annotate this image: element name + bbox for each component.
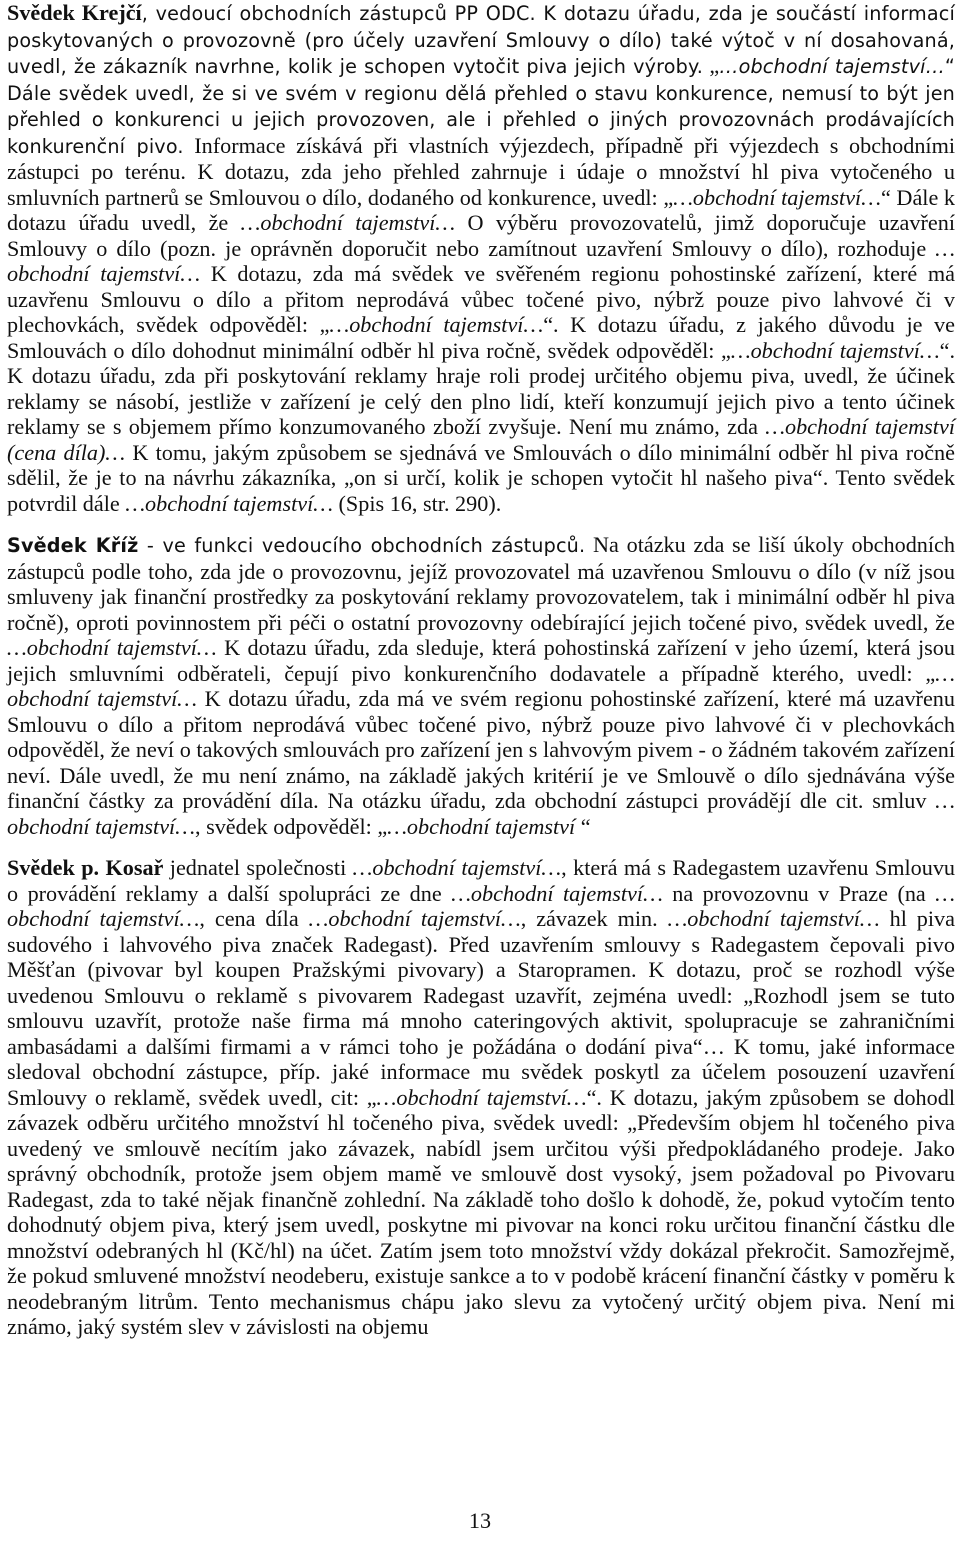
redacted-trade-secret: …obchodní tajemství… [240,210,456,235]
redacted-trade-secret: …obchodní tajemství… [667,906,880,931]
document-page [7,0,955,1340]
text-run: hl piva sudového i lahvového piva značek Radegast). Před uzavřením smlouvy s Radegastem čepovali pivo Měšťan (pivovar byl koupen Pražskými pivovary) a Staropramen. K dotazu, proč se rozhodl výše uvedenou Smlouvu o reklamě s pivovarem Radegast uzavřít, zejména uvedl: „Rozhodl jsem se tuto smlouvu uzavřít, protože naše firma má mnoho cateringových aktivit, spolupracuje se zahraničními ambasádami a dalšími firmami a v rámci toho je požádána o dodání piva“… K tomu, jaké informace sledoval obchodní zástupce, příp. jaké informace mu svědek poskytl za účelem posouzení uzavření Smlouvy o reklamě, svědek uvedl, cit: „ [7,906,955,1110]
text-run: K dotazu úřadu, zda sleduje, která pohostinská zařízení v jeho území, která jsou jejich smluvními odběrateli, čepují pivo konkurenčního dodavatele a případně kterého, uvedl: „ [7,635,955,686]
redacted-trade-secret: …obchodní tajemství… [7,660,955,711]
paragraph-kriz [7,532,955,839]
text-run: - ve funkci vedoucího obchodních zástupců. [138,534,586,557]
text-run: na provozovnu v Praze (na [662,880,936,906]
redacted-trade-secret: …obchodní tajemství… [352,855,562,880]
witness-krejci-name: Svědek Krejčí [7,0,142,25]
redacted-trade-secret: …obchodní tajemství… [376,1084,587,1110]
text-run: O výběru provozovatelů, jimž doporučuje uzavření Smlouvy o dílo (pozn. je oprávněn doporučit nebo zamítnout uzavření Smlouvy o dílo), rozhoduje [7,210,955,261]
text-run: (Spis 16, str. 290). [333,490,502,516]
text-run: K dotazu úřadu, zda má ve svém regionu pohostinské zařízení, které má uzavřenu Smlouvu o dílo a přitom neprodává vůbec točené pivo, nýbrž pouze pivo lahvové či v plechovkách odpověděl, že neví o takových smlouvách pro zařízení jen s lahvovým pivem - o žádném takovém zařízení neví. Dále uvedl, že mu není známo, na základě jakých kritérií je ve Smlouvě o dílo sjednávána výše finanční částky za provádění díla. Na otázku úřadu, zda obchodní zástupci provádějí dle cit. smluv [7,686,955,813]
text-run: “. K dotazu úřadu, zda při poskytování reklamy hraje roli prodej určitého objemu piva, uvedl, že účinek reklamy se násobí, jestliže v zařízení je celý den plno lidí, kteří konzumují jejich pivo a tento účinek reklamy se s objemem přímo konzumovaného zboží zvyšuje. Není mu známo, zda [7,337,955,439]
redacted-trade-secret: …obchodní tajemství… [7,788,955,839]
text-run: “. K dotazu, jakým způsobem se dohodl závazek odběru určitého množství hl točeného piva, svědek uvedl: „Především objem hl točeného piva uvedený ve smlouvě necítím jako závazek, nabídl jsem určitou výši předpokládaného prodeje. Jako správný obchodník, protože jsem objem mamě ve smlouvě dost vysoký, jsem požadoval po Pivovaru Radegast, zda to také nějak finančně zohlední. Na základě toho došlo k dohodě, že, pokud vytočím tento dohodnutý objem piva, který jsem uvedl, poskytne mi pivovar na konci roku určitou finanční částku dle množství odebraných hl (Kč/hl) na účet. Zatím jsem toto množství vždy dokázal překročit. Samozřejmě, že pokud smluvené množství neodeberu, existuje sankce a to v podobě krácení finanční částky v poměru k neodebraným litrům. Tento mechanismus chápu jako slevu za vytočený určitý objem piva. Není mi známo, jaký systém slev v závislosti na objemu [7,1084,955,1339]
text-run: , která má s Radegastem uzavřenu Smlouvu o provádění reklamy a další spolupráci ze dne [7,855,956,906]
text-run: , vedoucí obchodních zástupců PP ODC. K dotazu úřadu, zda je součástí informací poskytovaných o provozovně (pro účely uzavření Smlouvy o dílo) také výtoč v ní dosahovaná, uvedl, že zákazník navrhne, kolik je schopen vytočit piva jejich výroby. [7,2,955,78]
redacted-trade-secret: …obchodní tajemství… [7,880,955,931]
text-run: “ [575,813,591,839]
text-run: Informace získává při vlastních výjezdech, případně při výjezdech s obchodními zástupci po terénu. K dotazu, zda jeho přehled zahrnuje i údaje o množství hl piva vytočeného u smluvních partnerů se Smlouvou o dílo, dodaného od konkurence, uvedl: „ [7,132,956,210]
witness-kosar-name: Svědek p. Kosař [7,855,164,880]
paragraph-krejci [7,0,955,516]
redacted-trade-secret: …obchodní tajemství… [673,184,881,210]
text-run: “ Dále svědek uvedl, že si ve svém v regionu dělá přehled o stavu konkurence, nemusí to být jen přehled o konkurenci u jejich provozoven, ale i přehled o jiných provozovnách prodávajících konkurenční pivo. [7,55,956,158]
redacted-trade-secret: …obchodní tajemství… [329,312,544,337]
redacted-trade-secret: …obchodní tajemství… [451,880,663,906]
paragraph-kosar [7,855,955,1340]
text-run: , závazek min. [520,906,668,931]
text-run: K tomu, jakým způsobem se sjednává ve Smlouvách o dílo minimální odběr hl piva ročně sdělil, že je to na návrhu zákazníka, „on si určí, kolik je schopen vytočit hl našeho piva“. Tento svědek potvrdil dále [7,439,955,516]
redacted-trade-secret: …obchodní tajemství (cena díla)… [7,414,955,465]
redacted-trade-secret: …obchodní tajemství… [7,235,955,286]
redacted-trade-secret: …obchodní tajemství… [308,906,521,931]
redacted-trade-secret: …obchodní tajemství… [125,490,333,516]
text-run: “. K dotazu úřadu, z jakého důvodu je ve Smlouvách o dílo dohodnut minimální odběr hl piva ročně, svědek odpověděl: „ [7,312,955,363]
text-run: , cena díla [199,906,309,931]
text-run: Na otázku zda se liší úkoly obchodních zástupců podle toho, zda jde o provozovnu, jejíž provozovatel má uzavřenou Smlouvu o dílo (v níž jsou smluveny jak finanční prostředky za poskytování reklamy provozovatelem, tak i minimální odběr hl piva ročně), oproti povinnostem při péči o ostatní provozovny odebírající jejich točené pivo, svědek uvedl, že [7,532,955,635]
redacted-trade-secret: …obchodní tajemství… [730,337,940,363]
redacted-trade-secret: …obchodní tajemství [387,813,576,839]
text-run: “ Dále k dotazu úřadu uvedl, že [7,184,956,235]
redacted-trade-secret: …obchodní tajemství… [719,55,945,78]
text-run: „ [703,53,720,78]
page-number: 13 [468,1508,492,1533]
text-run: K dotazu, zda má svědek ve svěřeném regionu pohostinské zařízení, které má uzavřenu Smlouvu o dílo a přitom neprodává vůbec točené pivo, nýbrž pouze pivo lahvové či v plechovkách, svědek odpověděl: „ [7,261,955,337]
text-run: jednatel společnosti [163,855,353,880]
text-run: , svědek odpověděl: „ [194,813,388,839]
redacted-trade-secret: …obchodní tajemství… [7,635,217,660]
witness-kriz-name: Svědek Kříž [7,534,139,557]
